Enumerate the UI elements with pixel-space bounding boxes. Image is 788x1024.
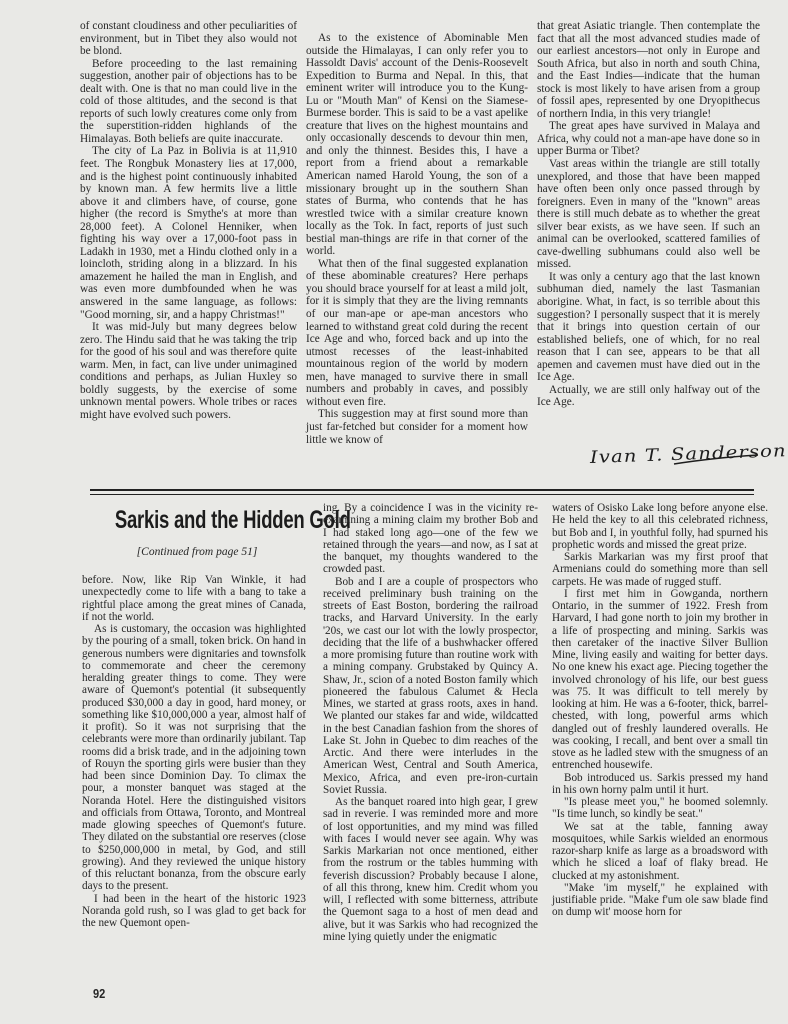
- paragraph: Vast areas within the triangle are still totally unexplored, and those that have been mapped have often been only once passed through by foreigners. Even in many of the "known" areas there is still much debate as to whether the great silver bear exists, as we have seen. If such an animal can be overlooked, scattered families of cave-dwelling subhumans could also well be missed.: [537, 158, 760, 271]
- paragraph: Bob and I are a couple of prospectors who received preliminary bush training on the streets of East Boston, bordering the railroad tracks, and Harvard University. In the early '20s, we cast our lot with the lowly prospector, deciding that the life of a bushwhacker offered a more promising future than routine work with a mining company. Grubstaked by Quincy A. Shaw, Jr., scion of a noted Boston family which pioneered the fabulous Calumet & Hecla Mines, we started at grass roots, axes in hand. We planted our stakes far and wide, wildcatted in the best Canadian fashion from the shores of Lake St. John in Quebec to dim reaches of the Arctic. And there were interludes in the American West, Central and South America, Mexico, Africa, and even pre-iron-curtain Soviet Russia.: [323, 575, 538, 796]
- paragraph: ing. By a coincidence I was in the vicinity re-examining a mining claim my brother Bob and I had staked long ago—one of the few we retained through the years—and now, as I sat at the banquet, my thoughts wandered to the crowded past.: [323, 502, 538, 576]
- paragraph: It was only a century ago that the last known subhuman died, namely the last Tasmanian aborigine. What, in fact, is so terrible about this suggestion? I personally suspect that it is merely that it brings into question certain of our established beliefs, one of which, for no real reason that I can see, appears to be that all apemen and cavemen must have died out in the Ice Age.: [537, 270, 760, 384]
- paragraph: I first met him in Gowganda, northern Ontario, in the summer of 1922. Fresh from Harvard, I had gone north to join my brother in a life of prospecting and mining. Sarkis was then caretaker of the inactive Silver Bullion Mine, living easily and waiting for better days. No one knew his exact age. Piecing together the involved chronology of his life, our best guess was 75. It was difficult to tell merely by looking at him. He was a 6-footer, thick, barrel-chested, with long, powerful arms which dangled out of freshly laundered overalls. He was cooking, I recall, and bent over a small tin stove as he ladled stew with the smugness of an entrenched housewife.: [552, 587, 768, 772]
- paragraph: of constant cloudiness and other peculiarities of environment, but in Tibet they also would not be blond.: [80, 20, 297, 58]
- top-article-column-2: [306, 20, 528, 446]
- paragraph: before. Now, like Rip Van Winkle, it had unexpectedly come to life with a bang to take a rightful place among the great mines of Canada, if not the world.: [82, 574, 306, 623]
- continued-note: [Continued from page 51]: [136, 546, 258, 558]
- paragraph: Sarkis Markarian was my first proof that Armenians could do something more than sell carpets. He was made of rugged stuff.: [552, 551, 768, 588]
- page-number: 92: [93, 986, 106, 1001]
- section-divider-thin: [90, 494, 754, 495]
- paragraph: As to the existence of Abominable Men outside the Himalayas, I can only refer you to Hassoldt Davis' account of the Denis-Roosevelt Expedition to Burma and Nepal. In this, that eminent writer will introduce you to the Kung-Lu or "Mouth Man" of Kensi on the Siamese-Burmese border. This is said to be a vast apelike creature that lives on the highest mountains and only occasionally descends to devour thin men, and only the thinnest. Besides this, I have a report from a friend about a remarkable American named Harold Young, the son of a missionary brought up in the southern Shan states of Burma, who contends that he has wrestled twice with a similar creature known locally as the Tok. In fact, reports of just such bestial man-things are rife in that corner of the world.: [306, 32, 528, 258]
- top-article-column-1: [80, 20, 297, 422]
- bottom-article-column-3: [552, 502, 768, 919]
- paragraph: As is customary, the occasion was highlighted by the pouring of a small, token brick. On hand in generous numbers were dignitaries and townsfolk to commemorate and cheer the ceremony heralding greater things to come. They were aware of Quemont's potential (it subsequently produced $30,000 a day in good, hard money, or something like $10,000,000 a year, almost half of it profit). So it was not surprising that the celebrants were more than ordinarily jubilant. Tap rooms did a brisk trade, and in the adjoining town of Rouyn the sporting girls were busier than they had been since Dominion Day. To climax the pour, a monster banquet was staged at the Noranda Hotel. Here the distinguished visitors and officials from Ottawa, Toronto, and Montreal made glowing speeches of Quemont's future. They dilated on the substantial ore reserves (close to $250,000,000 in metal, by God, and still growing). And they reviewed the unique history of this reluctant bonanza, from the obscure early days to the present.: [82, 623, 306, 893]
- paragraph: that great Asiatic triangle. Then contemplate the fact that all the most advanced studies made of our earliest ancestors—not only in Europe and South Africa, but also in north and south China, and the East Indies—indicate that the human stock is most likely to have arisen from a group of fossil apes, represented by one Dryopithecus of northern India, in this very triangle!: [537, 20, 760, 120]
- paragraph: "Is please meet you," he boomed solemnly. "Is time lunch, so kindly be seat.": [552, 796, 768, 821]
- top-article-column-3: [537, 20, 760, 409]
- paragraph: What then of the final suggested explanation of these abominable creatures? Here perhaps you should brace yourself for at least a mild jolt, for it is simply that they are the living remnants of our man-ape or ape-man ancestors who learned to withstand great cold during the recent Ice Age and who, forced back and up into the utmost recesses of the least-inhabited mountainous region of the world by modern men, have managed to survive there in small numbers and probably in caves, and possibly without even fire.: [306, 257, 528, 408]
- paragraph: I had been in the heart of the historic 1923 Noranda gold rush, so I was glad to get back for the new Quemont open-: [82, 892, 306, 929]
- bottom-article-column-2: [323, 502, 538, 943]
- signature-flourish: [672, 452, 762, 468]
- paragraph: The great apes have survived in Malaya and Africa, why could not a man-ape have done so in upper Burma or Tibet?: [537, 120, 760, 158]
- paragraph: This suggestion may at first sound more than just far-fetched but consider for a moment how little we know of: [306, 408, 528, 446]
- paragraph: As the banquet roared into high gear, I grew sad in reverie. I was reminded more and more of lost opportunities, and my mind was filled with faces I would never see again. Why was Sarkis Markarian not once mentioned, either from the rostrum or the tables humming with feverish discussion? Probably because I alone, of all this throng, knew him. Credit whom you will, I reflected with some bitterness, attribute the Quemont saga to a host of men dead and alive, but it was Sarkis who had recognized the mine lying quietly under the enigmatic: [323, 796, 538, 943]
- paragraph: It was mid-July but many degrees below zero. The Hindu said that he was taking the trip for the good of his soul and was therefore quite warm. Men, in fact, can live under unimagined conditions and perhaps, as Julian Huxley so boldly suggests, by the exercise of some unknown mental powers. Whole tribes or races might have evolved such powers.: [80, 321, 297, 421]
- paragraph: Bob introduced us. Sarkis pressed my hand in his own horny palm until it hurt.: [552, 771, 768, 796]
- bottom-article-column-1: [82, 574, 306, 929]
- paragraph: The city of La Paz in Bolivia is at 11,910 feet. The Rongbuk Monastery lies at 17,000, and is the highest point continuously inhabited by known man. A few hermits live a little above it and climbers have, of course, gone higher (the record is Smythe's at more than 28,000 feet). A Colonel Henniker, when fighting his way over a 17,000-foot pass in Ladakh in 1930, met a Hindu clothed only in a loincloth, striding along in a blizzard. In his amazement he hailed the man in English, and was even more dumbfounded when he was answered in the same language, as follows: "Good morning, sir, and a happy Christmas!": [80, 145, 297, 321]
- paragraph: We sat at the table, fanning away mosquitoes, while Sarkis wielded an enormous razor-sharp knife as large as a broadsword with which he sliced a loaf of flaky bread. He clucked at my astonishment.: [552, 820, 768, 882]
- paragraph: "Make 'im myself," he explained with justifiable pride. "Make f'um ole saw blade find on dump wit' moose horn for: [552, 881, 768, 919]
- paragraph: Actually, we are still only halfway out of the Ice Age.: [537, 383, 760, 409]
- section-divider: [90, 489, 754, 491]
- paragraph: Before proceeding to the last remaining suggestion, another pair of objections has to be dealt with. One is that no man could live in the cold of those altitudes, and the second is that reports of such lowly creatures come only from the superstition-ridden highlands of the Himalayas. Both beliefs are quite inaccurate.: [80, 57, 297, 145]
- paragraph: waters of Osisko Lake long before anyone else. He held the key to all this celebrated richness, but Bob and I, in youthful folly, had spurned his prophetic words and missed the great prize.: [552, 502, 768, 551]
- article-title: Sarkis and the Hidden Gold: [114, 506, 351, 534]
- author-signature: Ivan T. Sanderson: [589, 441, 788, 468]
